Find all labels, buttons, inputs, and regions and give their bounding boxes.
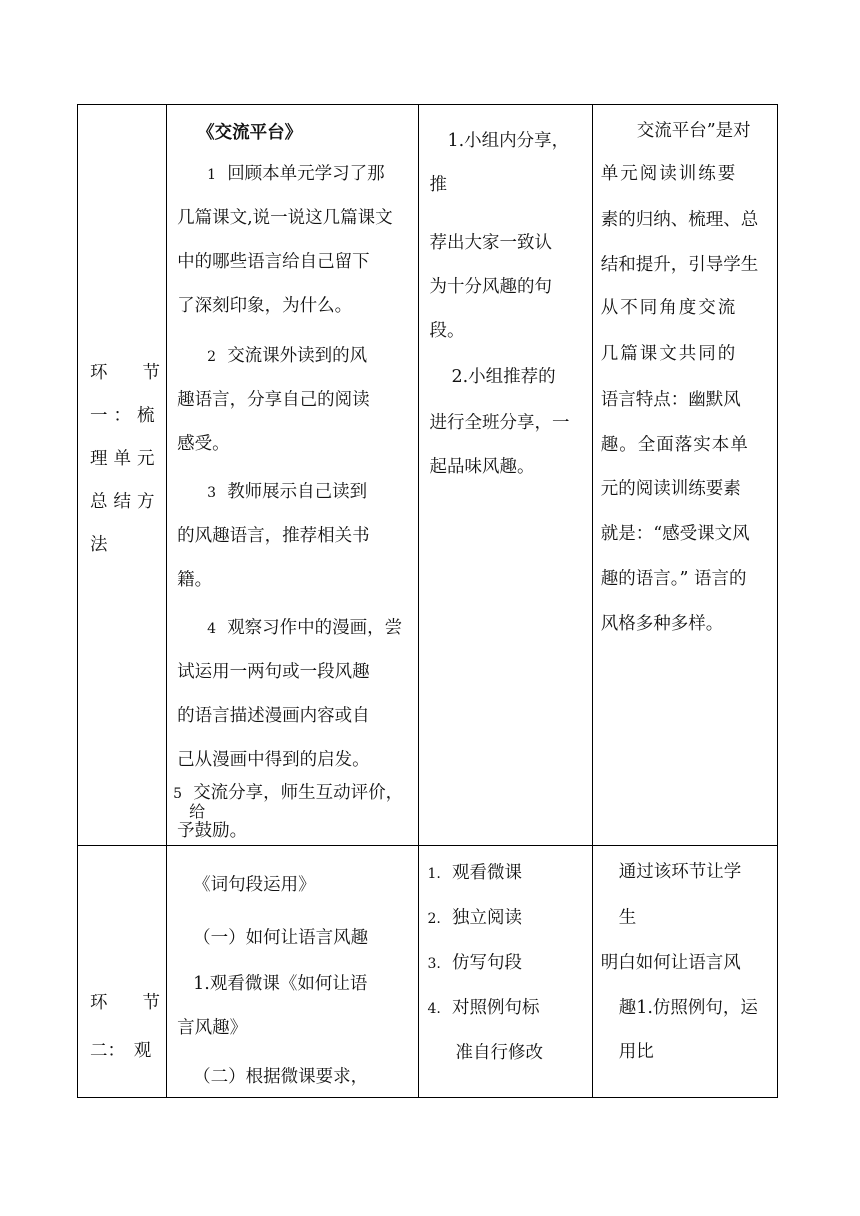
stage-line: 环 节	[90, 993, 160, 1013]
intent-line: 元的阅读训练要素	[600, 479, 741, 499]
intent-line: 单元阅读训练要	[600, 164, 738, 184]
content-line: 己从漫画中得到的启发。	[177, 750, 370, 770]
intent-line: 风格多种多样。	[600, 614, 724, 634]
content-line: 言风趣》	[177, 1018, 248, 1038]
intent-line: 趣1.仿照例句，运	[618, 998, 758, 1018]
intent-line: 结和提升，引导学生	[600, 255, 759, 275]
lesson-plan-table	[77, 104, 778, 1098]
activity-cell	[419, 105, 592, 846]
step-number: 3.	[427, 956, 441, 972]
stage-cell	[78, 105, 167, 846]
activity-line: 推	[429, 175, 447, 195]
section-title: 《交流平台》	[197, 123, 303, 143]
stage-line: 二： 观	[90, 1041, 152, 1061]
item-number: 5	[173, 786, 183, 802]
item-number: 1	[207, 167, 217, 183]
content-line: 回顾本单元学习了那	[227, 164, 385, 184]
intent-line: 语言特点：幽默风	[600, 390, 741, 410]
content-line: 交流课外读到的风	[227, 346, 368, 366]
content-line: 观察习作中的漫画，尝	[227, 618, 403, 638]
content-line: 感受。	[177, 434, 230, 454]
intent-line: 通过该环节让学	[618, 862, 742, 882]
content-line: 给	[189, 802, 206, 821]
step-number: 4.	[427, 1001, 441, 1017]
content-line: 的语言描述漫画内容或自	[177, 706, 370, 726]
stage-line: 理单元	[90, 449, 161, 469]
content-line: 几篇课文,说一说这几篇课文	[177, 208, 393, 228]
content-cell	[167, 105, 419, 846]
intent-line: 趣的语言。” 语言的	[600, 569, 747, 589]
content-line: 趣语言，分享自己的阅读	[177, 390, 370, 410]
intent-line: 就是：“感受课文风	[600, 524, 750, 544]
content-line: 予鼓励。	[177, 821, 248, 841]
activity-line: 进行全班分享，一	[429, 413, 570, 433]
content-line: 1.观看微课《如何让语	[193, 974, 368, 994]
step-number: 2.	[427, 911, 441, 927]
intent-line: 生	[618, 908, 637, 928]
item-number: 3	[207, 485, 217, 501]
intent-line: 素的归纳、梳理、总	[600, 210, 759, 230]
item-number: 2	[207, 349, 217, 365]
stage-line: 总结方	[90, 492, 161, 512]
stage-cell	[78, 846, 167, 1098]
step-text: 仿写句段	[451, 953, 522, 973]
content-line: 籍。	[177, 570, 213, 590]
activity-line: 1.小组内分享，	[447, 131, 570, 151]
activity-cell	[419, 846, 592, 1098]
content-line: 中的哪些语言给自己留下	[177, 252, 370, 272]
stage-line: 环 节	[90, 363, 160, 383]
table-row	[78, 846, 778, 1098]
intent-line: 用比	[618, 1042, 654, 1062]
stage-line: 一：梳	[90, 406, 161, 426]
content-line: 交流分享，师生互动评价，	[193, 783, 404, 803]
activity-line: 荐出大家一致认	[429, 233, 552, 253]
intent-line: 从不同角度交流	[600, 298, 738, 318]
content-line: 试运用一两句或一段风趣	[177, 662, 370, 682]
intent-cell	[592, 105, 777, 846]
step-text: 准自行修改	[455, 1043, 543, 1063]
content-cell	[167, 846, 419, 1098]
activity-line: 段。	[429, 321, 465, 341]
table-row	[78, 105, 778, 846]
activity-line: 2.小组推荐的	[451, 367, 556, 387]
intent-line: 几篇课文共同的	[600, 344, 738, 364]
content-line: 的风趣语言，推荐相关书	[177, 526, 370, 546]
content-line: （二）根据微课要求，	[193, 1067, 369, 1087]
item-number: 4	[207, 621, 217, 637]
intent-line: 趣。全面落实本单	[600, 435, 749, 455]
step-text: 对照例句标	[451, 998, 540, 1018]
intent-line: 交流平台”是对	[636, 121, 751, 141]
activity-line: 起品味风趣。	[429, 457, 535, 477]
stage-line: 法	[90, 535, 108, 555]
step-number: 1.	[427, 866, 441, 882]
intent-line: 明白如何让语言风	[600, 953, 741, 973]
content-line: （一）如何让语言风趣	[193, 928, 369, 948]
content-line: 了深刻印象，为什么。	[177, 296, 353, 316]
step-text: 观看微课	[451, 863, 522, 883]
content-line: 《词句段运用》	[193, 875, 316, 895]
activity-line: 为十分风趣的句	[429, 277, 552, 297]
intent-cell	[592, 846, 777, 1098]
step-text: 独立阅读	[451, 908, 522, 928]
content-line: 教师展示自己读到	[227, 482, 368, 502]
